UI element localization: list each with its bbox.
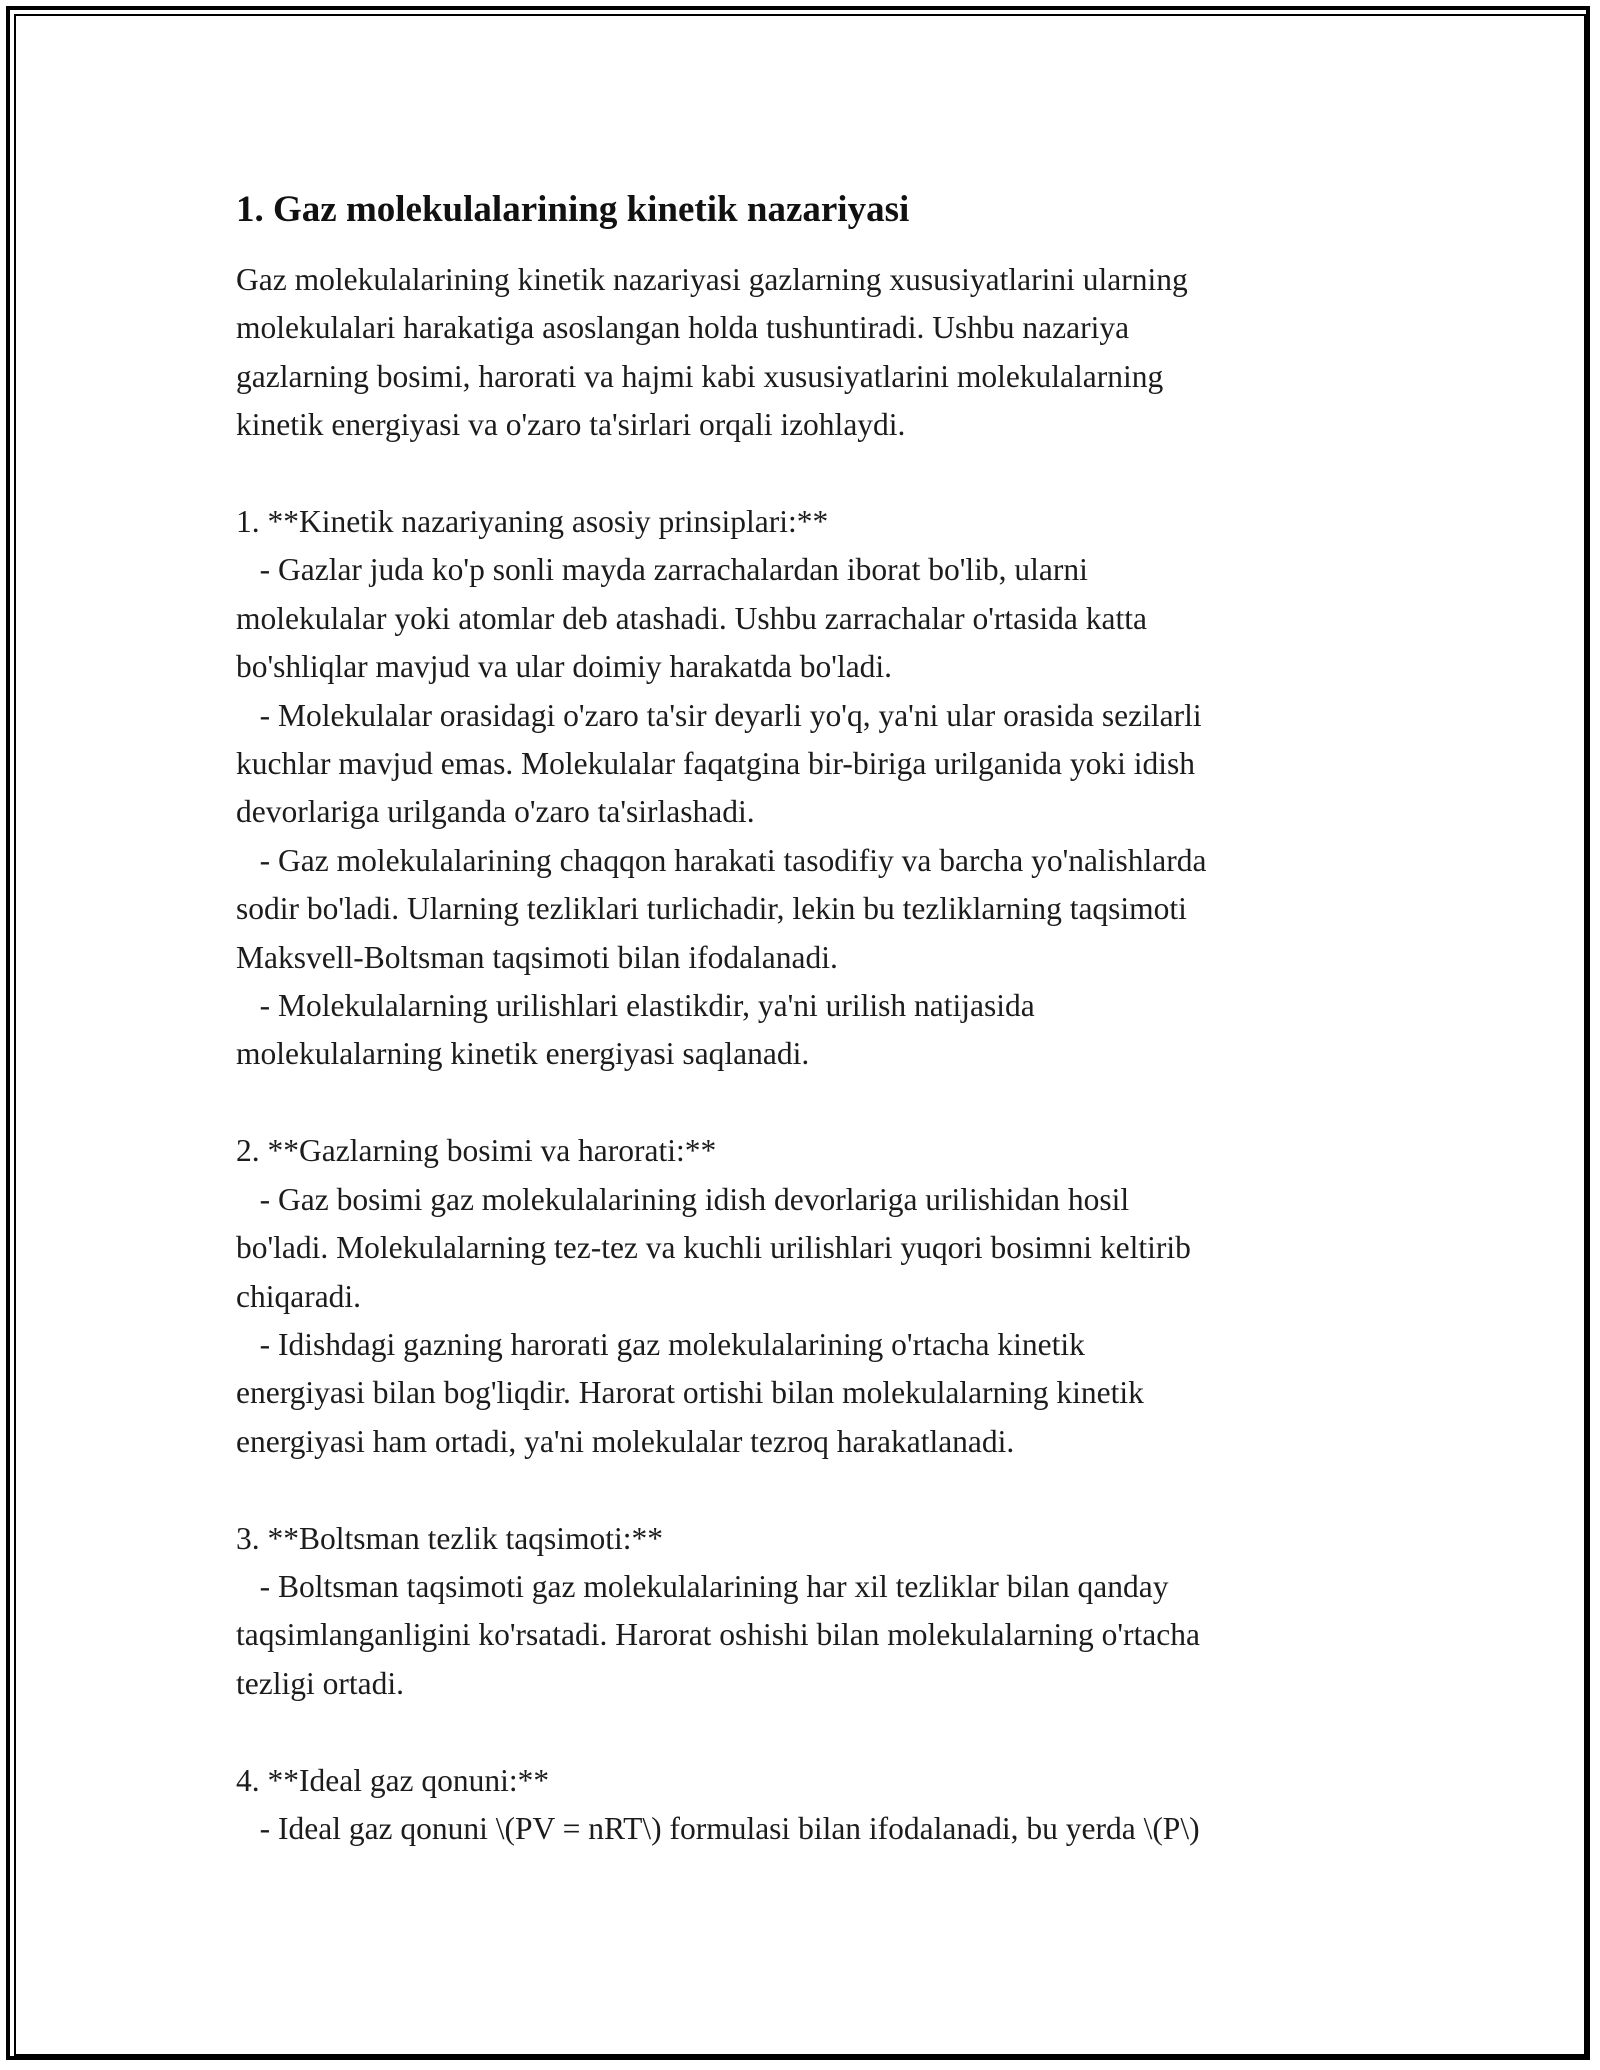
document-title: 1. Gaz molekulalarining kinetik nazariyasi bbox=[236, 189, 910, 230]
section-3-item-1: - Boltsman taqsimoti gaz molekulalarining har xil tezliklar bilan qanday taqsimlanganligini ko'rsatadi. Harorat oshishi bilan molekulalarning o'rtacha tezligi ortadi. bbox=[236, 1568, 1200, 1701]
section-3-heading: 3. **Boltsman tezlik taqsimoti:** bbox=[236, 1520, 663, 1556]
paragraph-spacer bbox=[236, 1708, 1386, 1756]
section-4-heading: 4. **Ideal gaz qonuni:** bbox=[236, 1762, 550, 1798]
section-1-item-3: - Gaz molekulalarining chaqqon harakati tasodifiy va barcha yo'nalishlarda sodir bo'ladi. Ularning tezliklari turlichadir, lekin bu tezliklarning taqsimoti Maksvell-Boltsman taqsimoti bilan ifodalanadi. bbox=[236, 842, 1207, 975]
section-2-item-2: - Idishdagi gazning harorati gaz molekulalarining o'rtacha kinetik energiyasi bilan bog'liqdir. Harorat ortishi bilan molekulalarning kinetik energiyasi ham ortadi, ya'ni molekulalar tezroq harakatlanadi. bbox=[236, 1326, 1144, 1459]
section-4-item-1: - Ideal gaz qonuni \(PV = nRT\) formulasi bilan ifodalanadi, bu yerda \(P\) bbox=[236, 1810, 1200, 1846]
section-1-item-4: - Molekulalarning urilishlari elastikdir, ya'ni urilish natijasida molekulalarning kinetik energiyasi saqlanadi. bbox=[236, 988, 1035, 1072]
intro-paragraph: Gaz molekulalarining kinetik nazariyasi gazlarning xususiyatlarini ularning molekulalari harakatiga asoslangan holda tushuntiradi. Ushbu nazariya gazlarning bosimi, harorati va hajmi kabi xususiyatlarini molekulalarning kinetik energiyasi va o'zaro ta'sirlari orqali izohlaydi. bbox=[236, 262, 1188, 443]
section-2-heading: 2. **Gazlarning bosimi va harorati:** bbox=[236, 1133, 717, 1169]
section-2-item-1: - Gaz bosimi gaz molekulalarining idish devorlariga urilishidan hosil bo'ladi. Molekulalarning tez-tez va kuchli urilishlari yuqori bosimni keltirib chiqaradi. bbox=[236, 1181, 1191, 1314]
section-1-heading: 1. **Kinetik nazariyaning asosiy prinsiplari:** bbox=[236, 504, 829, 540]
section-1-item-2: - Molekulalar orasidagi o'zaro ta'sir deyarli yo'q, ya'ni ular orasida sezilarli kuchlar mavjud emas. Molekulalar faqatgina bir-biriga urilganida yoki idish devorlariga urilganda o'zaro ta'sirlashadi. bbox=[236, 697, 1202, 830]
paragraph-spacer bbox=[236, 1466, 1386, 1514]
document-body bbox=[236, 186, 1386, 1853]
paragraph-spacer bbox=[236, 1079, 1386, 1127]
section-1-item-1: - Gazlar juda ko'p sonli mayda zarrachalardan iborat bo'lib, ularni molekulalar yoki atomlar deb atashadi. Ushbu zarrachalar o'rtasida katta bo'shliqlar mavjud va ular doimiy harakatda bo'ladi. bbox=[236, 552, 1147, 685]
paragraph-spacer bbox=[236, 450, 1386, 498]
